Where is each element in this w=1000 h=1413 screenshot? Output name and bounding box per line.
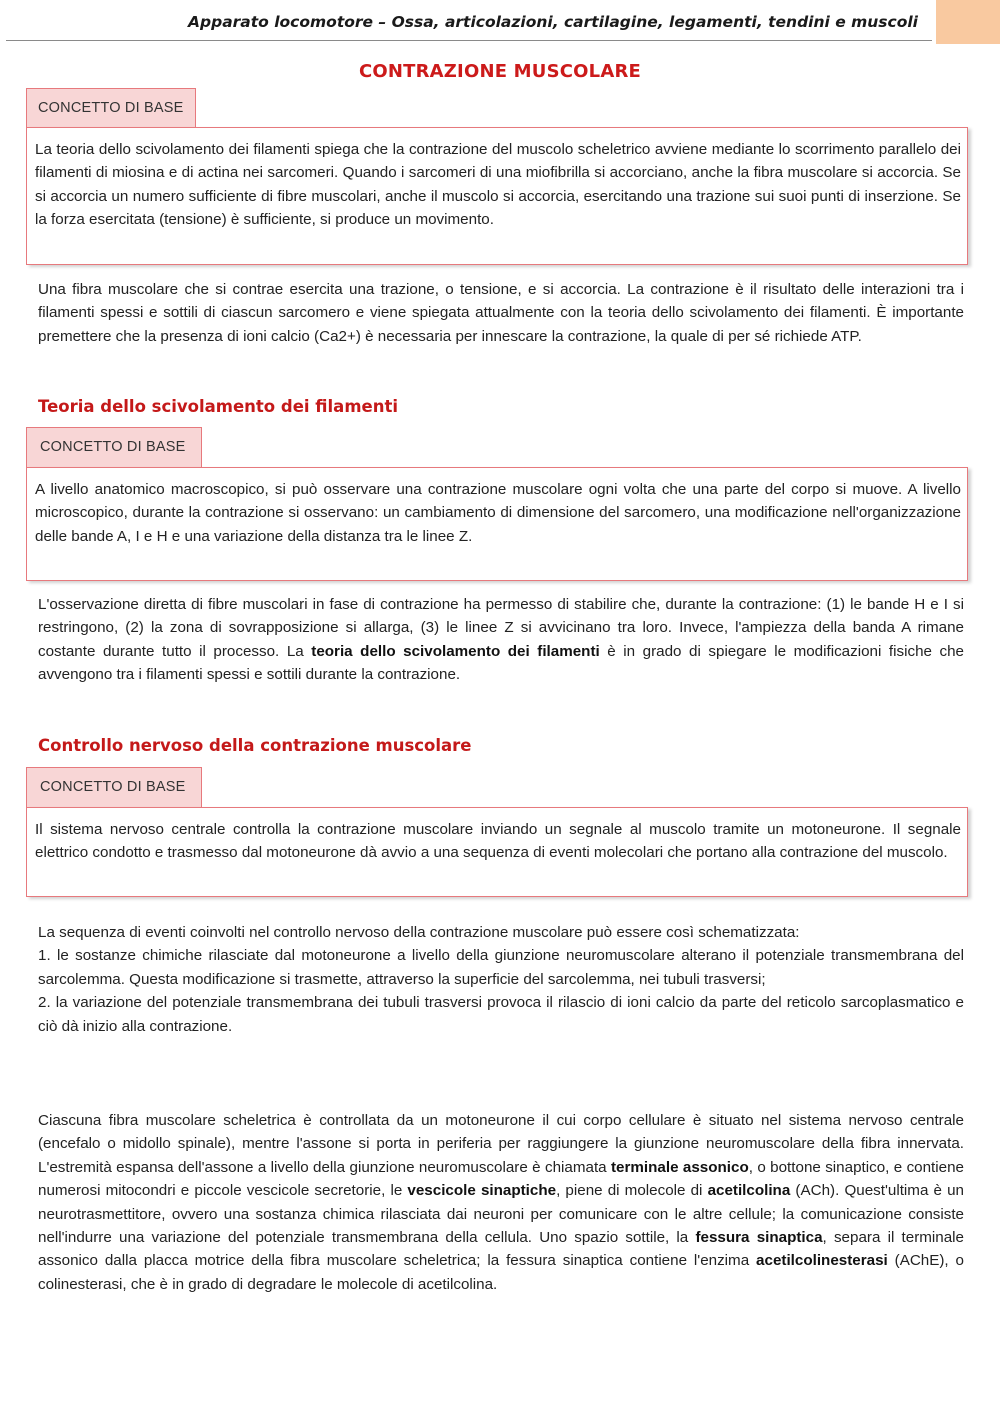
body-paragraph <box>38 1109 964 1296</box>
concept-box-text: A livello anatomico macroscopico, si può osservare una contrazione muscolare ogni volta che una parte del corpo si muove. A livello microscopico, durante la contrazione si osservano: un cambiamento di dimensione del sarcomero, una modificazione nell'organizzazione delle bande A, I e H e una variazione della distanza tra le linee Z. <box>35 481 961 545</box>
bold-term: terminale assonico <box>611 1158 749 1176</box>
concept-box <box>26 807 968 897</box>
paragraph-text: , o bottone sinaptico, e contiene numerosi mitocondri e piccole vescicole secretorie, le <box>38 1158 964 1200</box>
paragraph-text: L'osservazione diretta di fibre muscolari in fase di contrazione ha permesso di stabilire che, durante la contrazione: (1) le bande H e I si restringono, (2) la zona di sovrapposizione si allarga, (3) le linee Z si avvicinano tra loro. Invece, l'ampiezza della banda A rimane costante durante tutto il processo. La <box>38 596 964 660</box>
bold-term: acetilcolina <box>707 1182 791 1200</box>
bold-term: teoria dello scivolamento dei filamenti <box>311 642 600 660</box>
paragraph-text: , piene di molecole di <box>556 1182 708 1200</box>
sequence-intro: La sequenza di eventi coinvolti nel controllo nervoso della contrazione muscolare può essere così schematizzata: <box>38 924 800 941</box>
corner-tab <box>936 0 1000 44</box>
bold-term: fessura sinaptica <box>695 1229 823 1247</box>
concept-box-text: Il sistema nervoso centrale controlla la contrazione muscolare inviando un segnale al muscolo tramite un motoneurone. Il segnale elettrico condotto e trasmesso dal motoneurone dà avvio a una sequenza di eventi molecolari che portano alla contrazione del muscolo. <box>35 821 961 862</box>
concept-tag: CONCETTO DI BASE <box>26 767 202 808</box>
paragraph-text: , separa il terminale assonico dalla placca motrice della fibra muscolare scheletrica; la fessura sinaptica contiene l'enzima <box>38 1229 965 1270</box>
paragraph-text: (ACh). Quest'ultima è un neurotrasmettitore, ovvero una sostanza chimica rilasciata dai neuroni per comunicare con le altre cellule; la comunicazione consiste nell'indurre una variazione del potenziale transmembrana della cellula. Uno spazio sottile, la <box>38 1182 965 1247</box>
running-header: Apparato locomotore – Ossa, articolazioni, cartilagine, legamenti, tendini e muscoli <box>188 13 918 31</box>
section-heading: Controllo nervoso della contrazione muscolare <box>38 736 472 755</box>
concept-box <box>26 467 968 581</box>
concept-box-text: La teoria dello scivolamento dei filamenti spiega che la contrazione del muscolo scheletrico avviene mediante lo scorrimento parallelo dei filamenti di miosina e di actina nei sarcomeri. Quando i sarcomeri di una miofibrilla si accorciano, anche la fibra muscolare si accorcia. Se si accorcia un numero sufficiente di fibre muscolari, anche il muscolo si accorcia, esercitando una trazione sui suoi punti di inserzione. Se la forza esercitata (tensione) è sufficiente, si produce un movimento. <box>35 141 961 229</box>
concept-tag: CONCETTO DI BASE <box>26 427 202 468</box>
header-rule <box>6 40 932 41</box>
paragraph-text: Ciascuna fibra muscolare scheletrica è controllata da un motoneurone il cui corpo cellulare è situato nel sistema nervoso centrale (encefalo o midollo spinale), mentre l'assone si porta in periferia per raggiungere la giunzione neuromuscolare della fibra innervata. L'estremità espansa dell'assone a livello della giunzione neuromuscolare è chiamata <box>38 1112 964 1176</box>
bold-term: acetilcolinesterasi <box>756 1252 888 1270</box>
paragraph-text: (AChE), o colinesterasi, che è in grado di degradare le molecole di acetilcolina. <box>38 1252 964 1293</box>
body-paragraph: Una fibra muscolare che si contrae esercita una trazione, o tensione, e si accorcia. La contrazione è il risultato delle interazioni tra i filamenti spessi e sottili di ciascun sarcomero e viene spiegata attualmente con la teoria dello scivolamento dei filamenti. È importante premettere che la presenza di ioni calcio (Ca2+) è necessaria per innescare la contrazione, la quale di per sé richiede ATP. <box>38 281 964 345</box>
concept-box <box>26 127 968 265</box>
paragraph-text: è in grado di spiegare le modificazioni fisiche che avvengono tra i filamenti spessi e sottili durante la contrazione. <box>38 642 964 684</box>
concept-tag: CONCETTO DI BASE <box>26 88 196 128</box>
page-title: CONTRAZIONE MUSCOLARE <box>358 61 642 82</box>
section-heading: Teoria dello scivolamento dei filamenti <box>38 397 398 416</box>
sequence-item-2: 2. la variazione del potenziale transmembrana dei tubuli trasversi provoca il rilascio di ioni calcio da parte del reticolo sarcoplasmatico e ciò dà inizio alla contrazione. <box>38 994 964 1035</box>
body-paragraph <box>38 593 964 687</box>
bold-term: vescicole sinaptiche <box>407 1182 557 1200</box>
sequence-item-1: 1. le sostanze chimiche rilasciate dal motoneurone a livello della giunzione neuromuscolare alterano il potenziale transmembrana del sarcolemma. Questa modificazione si trasmette, attraverso la superficie del sarcolemma, nei tubuli trasversi; <box>38 947 964 988</box>
sequence-block <box>38 921 964 1038</box>
